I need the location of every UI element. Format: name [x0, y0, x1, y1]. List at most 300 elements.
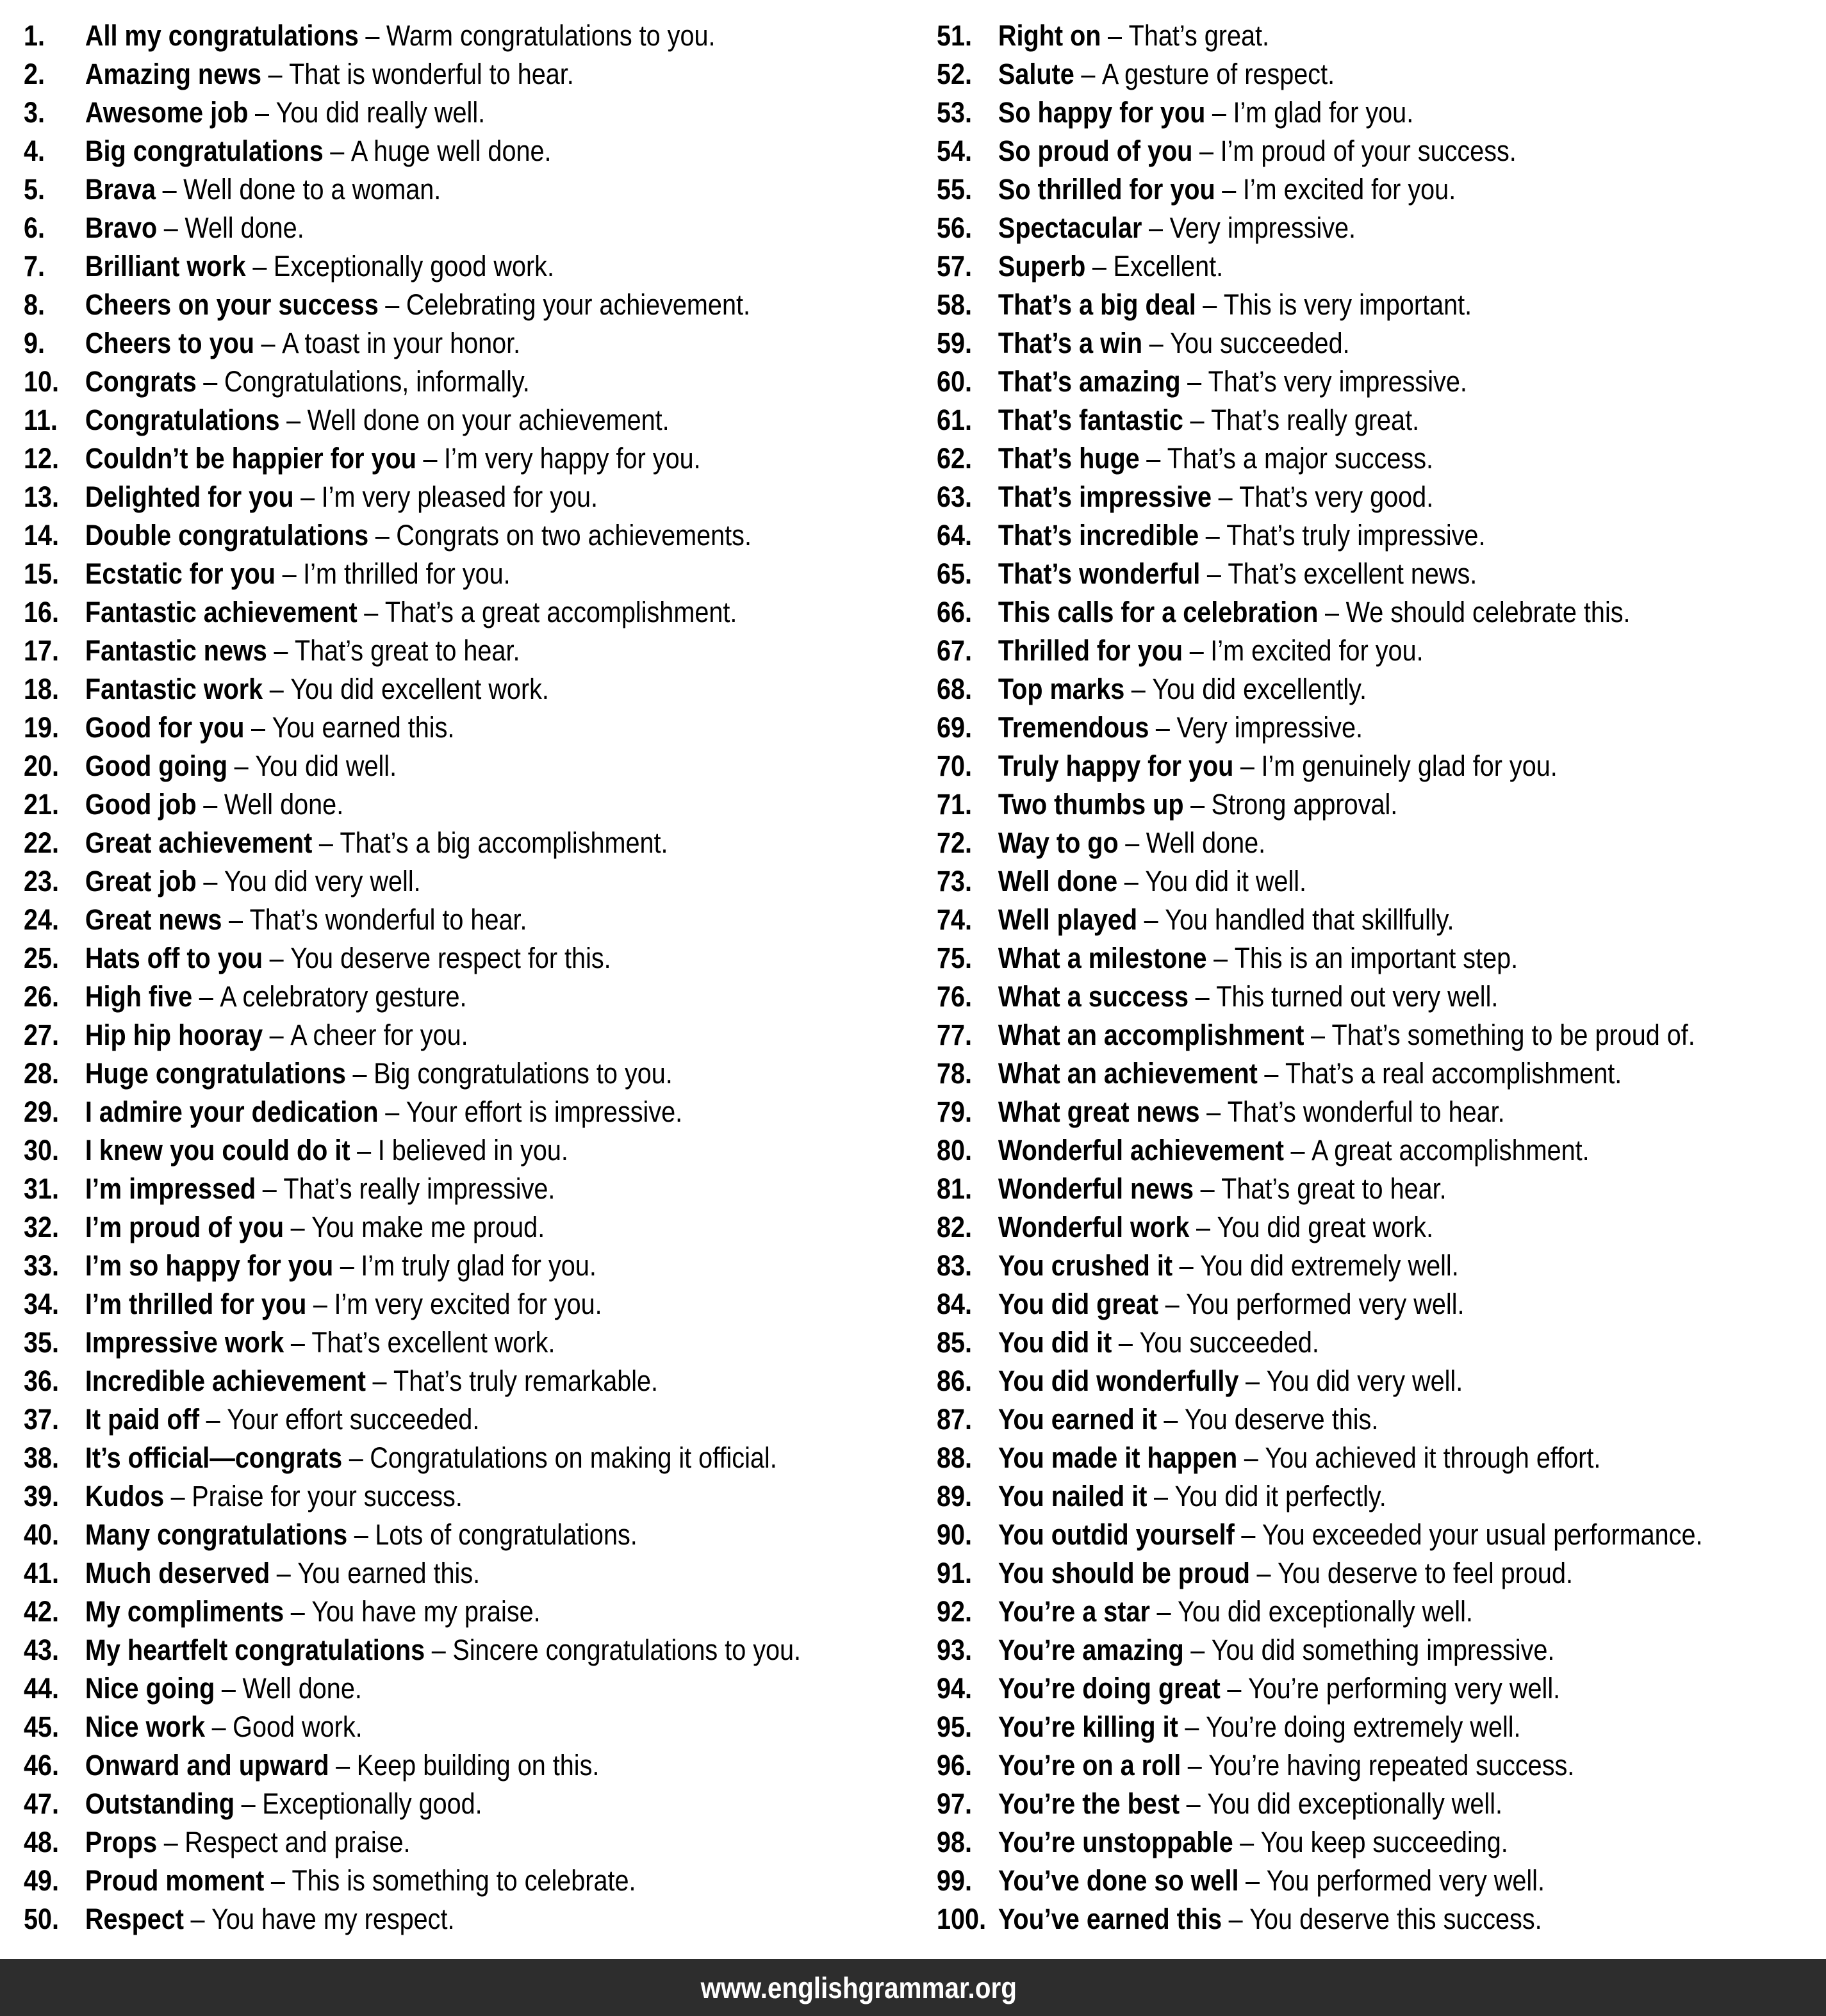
item-number: 33.	[24, 1249, 60, 1282]
item-separator: –	[276, 1557, 291, 1589]
item-meaning: A great accomplishment.	[1312, 1134, 1590, 1167]
item-separator: –	[1144, 903, 1158, 936]
item-number: 71.	[937, 788, 973, 821]
item-meaning: That’s really great.	[1211, 404, 1420, 436]
list-item	[24, 1054, 913, 1093]
item-phrase: Nice work	[85, 1710, 206, 1743]
item-meaning: You did very well.	[1266, 1364, 1463, 1397]
item-separator: –	[1218, 480, 1233, 513]
item-separator: –	[1148, 211, 1164, 244]
item-meaning: That’s excellent work.	[311, 1326, 555, 1359]
item-meaning: Well done to a woman.	[183, 173, 441, 206]
list-item	[24, 1900, 913, 1938]
item-meaning: That’s wonderful to hear.	[1227, 1095, 1505, 1128]
item-separator: –	[352, 1057, 367, 1090]
item-meaning: Celebrating your achievement.	[406, 288, 750, 321]
item-meaning: You succeeded.	[1139, 1326, 1319, 1359]
item-number: 2.	[24, 58, 45, 90]
item-phrase: Brava	[85, 173, 156, 206]
item-number: 65.	[937, 557, 973, 590]
item-separator: –	[1244, 1441, 1258, 1474]
item-number: 4.	[24, 135, 45, 167]
item-number: 82.	[937, 1211, 973, 1243]
item-meaning: Well done.	[242, 1672, 362, 1705]
item-separator: –	[268, 58, 283, 90]
list-item	[24, 593, 913, 632]
item-meaning: You earned this.	[272, 711, 455, 744]
item-number: 70.	[937, 750, 973, 782]
item-separator: –	[1212, 96, 1226, 129]
list-item	[24, 1439, 913, 1477]
item-number: 69.	[937, 711, 973, 744]
item-number: 54.	[937, 135, 973, 167]
list-item	[937, 17, 1826, 55]
item-phrase: Awesome job	[85, 96, 249, 129]
item-phrase: I’m proud of you	[85, 1211, 284, 1243]
item-meaning: You deserve to feel proud.	[1278, 1557, 1573, 1589]
item-number: 21.	[24, 788, 60, 821]
list-item	[937, 401, 1826, 439]
item-separator: –	[1196, 1211, 1210, 1243]
item-number: 92.	[937, 1595, 973, 1628]
list-item	[24, 132, 913, 170]
item-separator: –	[290, 1595, 305, 1628]
list-column-left	[0, 17, 913, 1938]
item-meaning: I’m very pleased for you.	[321, 480, 598, 513]
item-number: 20.	[24, 750, 60, 782]
item-number: 12.	[24, 442, 60, 475]
list-item	[937, 1208, 1826, 1247]
item-meaning: That’s a real accomplishment.	[1285, 1057, 1622, 1090]
item-number: 24.	[24, 903, 60, 936]
item-number: 32.	[24, 1211, 60, 1243]
list-item	[937, 1477, 1826, 1516]
item-number: 98.	[937, 1826, 973, 1858]
list-item	[24, 94, 913, 132]
item-phrase: I admire your dedication	[85, 1095, 379, 1128]
item-phrase: Great job	[85, 865, 197, 897]
item-phrase: That’s a win	[998, 327, 1143, 359]
item-number: 42.	[24, 1595, 60, 1628]
item-separator: –	[1190, 788, 1205, 821]
item-separator: –	[1187, 365, 1202, 398]
list-item	[24, 1516, 913, 1554]
item-separator: –	[199, 980, 213, 1013]
list-item	[24, 170, 913, 209]
item-separator: –	[1200, 1172, 1215, 1205]
item-number: 37.	[24, 1403, 60, 1436]
item-meaning: You did excellent work.	[290, 673, 549, 705]
item-separator: –	[1325, 596, 1340, 628]
item-number: 72.	[937, 826, 973, 859]
item-separator: –	[274, 634, 288, 667]
list-item	[937, 709, 1826, 747]
item-meaning: You’re having repeated success.	[1208, 1749, 1575, 1782]
list-item	[937, 632, 1826, 670]
item-number: 45.	[24, 1710, 60, 1743]
list-item	[24, 55, 913, 94]
item-meaning: Respect and praise.	[185, 1826, 411, 1858]
item-number: 61.	[937, 404, 973, 436]
item-phrase: You made it happen	[998, 1441, 1238, 1474]
list-item	[24, 363, 913, 401]
list-item	[937, 1016, 1826, 1054]
item-number: 3.	[24, 96, 45, 129]
item-meaning: A gesture of respect.	[1101, 58, 1335, 90]
item-meaning: You’re performing very well.	[1247, 1672, 1561, 1705]
item-separator: –	[1241, 1518, 1256, 1551]
item-separator: –	[1213, 942, 1228, 974]
list-item	[937, 1708, 1826, 1746]
item-meaning: This is an important step.	[1234, 942, 1518, 974]
item-meaning: You handled that skillfully.	[1165, 903, 1454, 936]
item-meaning: Good work.	[233, 1710, 363, 1743]
item-number: 56.	[937, 211, 973, 244]
item-phrase: Well played	[998, 903, 1138, 936]
item-separator: –	[1222, 173, 1237, 206]
item-number: 47.	[24, 1787, 60, 1820]
list-item	[24, 1669, 913, 1708]
item-separator: –	[1153, 1480, 1168, 1512]
item-separator: –	[1092, 250, 1106, 283]
item-phrase: All my congratulations	[85, 19, 359, 52]
list-item	[24, 824, 913, 862]
item-meaning: You exceeded your usual performance.	[1262, 1518, 1703, 1551]
item-number: 15.	[24, 557, 60, 590]
item-meaning: You did exceptionally well.	[1178, 1595, 1473, 1628]
item-phrase: That’s huge	[998, 442, 1140, 475]
item-phrase: Spectacular	[998, 211, 1142, 244]
item-meaning: That’s very impressive.	[1208, 365, 1467, 398]
list-item	[937, 862, 1826, 901]
item-phrase: Wonderful work	[998, 1211, 1190, 1243]
item-phrase: What an accomplishment	[998, 1019, 1304, 1051]
item-phrase: What an achievement	[998, 1057, 1258, 1090]
item-phrase: Fantastic achievement	[85, 596, 358, 628]
item-separator: –	[262, 1172, 277, 1205]
list-item	[24, 1631, 913, 1669]
item-meaning: You did something impressive.	[1211, 1634, 1555, 1666]
item-number: 16.	[24, 596, 60, 628]
item-phrase: I knew you could do it	[85, 1134, 350, 1167]
item-separator: –	[1118, 1326, 1133, 1359]
item-phrase: Well done	[998, 865, 1118, 897]
item-phrase: You earned it	[998, 1403, 1157, 1436]
list-item	[937, 824, 1826, 862]
item-meaning: That’s something to be proud of.	[1331, 1019, 1695, 1051]
item-separator: –	[162, 173, 177, 206]
list-item	[24, 901, 913, 939]
item-separator: –	[261, 327, 276, 359]
item-separator: –	[1264, 1057, 1279, 1090]
item-number: 88.	[937, 1441, 973, 1474]
item-meaning: Congratulations, informally.	[224, 365, 530, 398]
item-phrase: Fantastic news	[85, 634, 267, 667]
item-number: 53.	[937, 96, 973, 129]
item-number: 84.	[937, 1288, 973, 1320]
item-separator: –	[1240, 1826, 1254, 1858]
item-separator: –	[385, 1095, 400, 1128]
item-meaning: You did it well.	[1145, 865, 1307, 897]
item-number: 51.	[937, 19, 973, 52]
item-meaning: You performed very well.	[1266, 1864, 1545, 1897]
item-phrase: Good for you	[85, 711, 245, 744]
item-meaning: Sincere congratulations to you.	[452, 1634, 802, 1666]
item-separator: –	[163, 211, 178, 244]
list-item	[24, 632, 913, 670]
list-item	[937, 978, 1826, 1016]
item-phrase: Way to go	[998, 826, 1119, 859]
item-separator: –	[354, 1518, 368, 1551]
item-number: 55.	[937, 173, 973, 206]
list-item	[24, 1131, 913, 1170]
item-separator: –	[1246, 1864, 1260, 1897]
item-separator: –	[1310, 1019, 1325, 1051]
list-item	[937, 593, 1826, 632]
item-phrase: You outdid yourself	[998, 1518, 1235, 1551]
item-separator: –	[1108, 19, 1123, 52]
item-phrase: Huge congratulations	[85, 1057, 346, 1090]
item-separator: –	[1205, 519, 1220, 552]
list-item	[24, 1593, 913, 1631]
item-meaning: You keep succeeding.	[1260, 1826, 1508, 1858]
item-phrase: You nailed it	[998, 1480, 1147, 1512]
item-phrase: Hats off to you	[85, 942, 263, 974]
item-meaning: That’s great to hear.	[1221, 1172, 1447, 1205]
item-phrase: Proud moment	[85, 1864, 265, 1897]
item-separator: –	[206, 1403, 220, 1436]
item-separator: –	[269, 673, 284, 705]
item-meaning: Big congratulations to you.	[374, 1057, 673, 1090]
item-meaning: You did exceptionally well.	[1207, 1787, 1503, 1820]
item-number: 60.	[937, 365, 973, 398]
item-separator: –	[252, 250, 267, 283]
item-meaning: Excellent.	[1113, 250, 1224, 283]
item-meaning: I’m thrilled for you.	[303, 557, 511, 590]
list-item	[24, 939, 913, 978]
item-meaning: You achieved it through effort.	[1265, 1441, 1601, 1474]
item-separator: –	[1146, 442, 1161, 475]
item-meaning: You did excellently.	[1152, 673, 1367, 705]
item-separator: –	[375, 519, 390, 552]
item-phrase: Truly happy for you	[998, 750, 1234, 782]
item-meaning: A toast in your honor.	[282, 327, 521, 359]
item-number: 28.	[24, 1057, 60, 1090]
list-item	[937, 1900, 1826, 1938]
item-phrase: Many congratulations	[85, 1518, 348, 1551]
item-separator: –	[1187, 1749, 1202, 1782]
list-item	[24, 1746, 913, 1785]
item-phrase: Impressive work	[85, 1326, 284, 1359]
item-meaning: You did very well.	[224, 865, 421, 897]
item-meaning: Well done.	[185, 211, 304, 244]
list-item	[24, 1285, 913, 1324]
item-number: 23.	[24, 865, 60, 897]
list-item	[24, 978, 913, 1016]
item-separator: –	[1156, 1595, 1171, 1628]
item-meaning: A huge well done.	[350, 135, 552, 167]
item-phrase: Cheers on your success	[85, 288, 379, 321]
item-meaning: That’s a great accomplishment.	[384, 596, 737, 628]
item-number: 38.	[24, 1441, 60, 1474]
item-meaning: You have my praise.	[311, 1595, 541, 1628]
item-number: 57.	[937, 250, 973, 283]
item-phrase: Tremendous	[998, 711, 1149, 744]
list-item	[937, 247, 1826, 286]
item-number: 43.	[24, 1634, 60, 1666]
list-item	[937, 1324, 1826, 1362]
item-meaning: Keep building on this.	[356, 1749, 600, 1782]
item-meaning: That’s truly impressive.	[1226, 519, 1486, 552]
item-number: 62.	[937, 442, 973, 475]
item-phrase: Cheers to you	[85, 327, 254, 359]
item-separator: –	[269, 942, 284, 974]
list-item	[24, 747, 913, 785]
item-separator: –	[313, 1288, 327, 1320]
list-item	[937, 132, 1826, 170]
item-separator: –	[270, 1864, 285, 1897]
footer-bar	[0, 1959, 1826, 2016]
list-item	[24, 516, 913, 555]
item-number: 14.	[24, 519, 60, 552]
item-meaning: That’s very good.	[1239, 480, 1434, 513]
item-separator: –	[1228, 1903, 1243, 1935]
item-phrase: You’re unstoppable	[998, 1826, 1233, 1858]
item-separator: –	[234, 750, 249, 782]
list-item	[937, 1631, 1826, 1669]
item-separator: –	[1206, 557, 1221, 590]
item-meaning: This is something to celebrate.	[292, 1864, 636, 1897]
item-meaning: You deserve respect for this.	[290, 942, 611, 974]
item-separator: –	[1245, 1364, 1260, 1397]
item-phrase: Nice going	[85, 1672, 215, 1705]
item-phrase: Much deserved	[85, 1557, 270, 1589]
item-phrase: That’s impressive	[998, 480, 1212, 513]
list-item	[937, 1746, 1826, 1785]
item-meaning: I’m very happy for you.	[444, 442, 701, 475]
item-separator: –	[1081, 58, 1096, 90]
list-item	[937, 209, 1826, 247]
item-meaning: Your effort is impressive.	[406, 1095, 683, 1128]
item-separator: –	[241, 1787, 256, 1820]
item-number: 93.	[937, 1634, 973, 1666]
item-number: 97.	[937, 1787, 973, 1820]
item-number: 91.	[937, 1557, 973, 1589]
item-separator: –	[1203, 288, 1217, 321]
item-number: 1.	[24, 19, 45, 52]
item-number: 9.	[24, 327, 45, 359]
item-separator: –	[1125, 826, 1140, 859]
item-number: 41.	[24, 1557, 60, 1589]
item-meaning: You’re doing extremely well.	[1205, 1710, 1521, 1743]
item-phrase: That’s fantastic	[998, 404, 1183, 436]
item-number: 74.	[937, 903, 973, 936]
list-item	[937, 286, 1826, 324]
list-item	[937, 1285, 1826, 1324]
list-item	[937, 324, 1826, 363]
item-separator: –	[1165, 1288, 1180, 1320]
item-meaning: You earned this.	[297, 1557, 481, 1589]
item-phrase: Great news	[85, 903, 222, 936]
item-meaning: We should celebrate this.	[1345, 596, 1631, 628]
list-item	[24, 1247, 913, 1285]
item-meaning: Praise for your success.	[192, 1480, 463, 1512]
item-number: 75.	[937, 942, 973, 974]
item-meaning: Well done.	[224, 788, 344, 821]
item-meaning: That’s really impressive.	[283, 1172, 555, 1205]
list-item	[24, 1170, 913, 1208]
item-meaning: Congrats on two achievements.	[396, 519, 752, 552]
item-number: 86.	[937, 1364, 973, 1397]
item-number: 73.	[937, 865, 973, 897]
item-separator: –	[1131, 673, 1146, 705]
item-phrase: Big congratulations	[85, 135, 324, 167]
item-separator: –	[1240, 750, 1254, 782]
list-item	[937, 1054, 1826, 1093]
item-meaning: Well done.	[1146, 826, 1266, 859]
item-meaning: You did well.	[255, 750, 397, 782]
item-number: 8.	[24, 288, 45, 321]
item-number: 34.	[24, 1288, 60, 1320]
item-number: 11.	[24, 404, 58, 436]
item-number: 29.	[24, 1095, 60, 1128]
item-separator: –	[1189, 634, 1204, 667]
item-phrase: You’ve done so well	[998, 1864, 1239, 1897]
item-separator: –	[1199, 135, 1214, 167]
item-phrase: You’re a star	[998, 1595, 1150, 1628]
item-phrase: High five	[85, 980, 193, 1013]
item-phrase: Outstanding	[85, 1787, 235, 1820]
item-separator: –	[364, 596, 379, 628]
item-meaning: I’m very excited for you.	[334, 1288, 602, 1320]
item-number: 99.	[937, 1864, 973, 1897]
item-phrase: That’s incredible	[998, 519, 1199, 552]
item-number: 68.	[937, 673, 973, 705]
item-number: 40.	[24, 1518, 60, 1551]
item-separator: –	[269, 1019, 284, 1051]
item-number: 89.	[937, 1480, 973, 1512]
list-item	[937, 1785, 1826, 1823]
item-meaning: Exceptionally good work.	[273, 250, 554, 283]
item-phrase: You’re amazing	[998, 1634, 1184, 1666]
item-number: 83.	[937, 1249, 973, 1282]
item-meaning: That’s great to hear.	[294, 634, 520, 667]
list-item	[24, 1400, 913, 1439]
item-phrase: My heartfelt congratulations	[85, 1634, 425, 1666]
item-meaning: You make me proud.	[311, 1211, 545, 1243]
list-item	[937, 94, 1826, 132]
list-item	[937, 1247, 1826, 1285]
item-separator: –	[1179, 1249, 1194, 1282]
item-separator: –	[1164, 1403, 1178, 1436]
item-meaning: That’s great.	[1128, 19, 1270, 52]
list-item	[24, 1823, 913, 1862]
item-meaning: That’s a big accomplishment.	[340, 826, 668, 859]
item-phrase: Incredible achievement	[85, 1364, 366, 1397]
list-item	[24, 555, 913, 593]
item-phrase: It’s official—congrats	[85, 1441, 343, 1474]
item-number: 30.	[24, 1134, 60, 1167]
item-number: 100.	[937, 1903, 987, 1935]
item-number: 49.	[24, 1864, 60, 1897]
item-phrase: You should be proud	[998, 1557, 1250, 1589]
item-phrase: I’m so happy for you	[85, 1249, 334, 1282]
item-separator: –	[372, 1364, 387, 1397]
list-item	[937, 439, 1826, 478]
item-meaning: That’s a major success.	[1167, 442, 1434, 475]
list-item	[24, 1093, 913, 1131]
item-meaning: Congratulations on making it official.	[370, 1441, 777, 1474]
